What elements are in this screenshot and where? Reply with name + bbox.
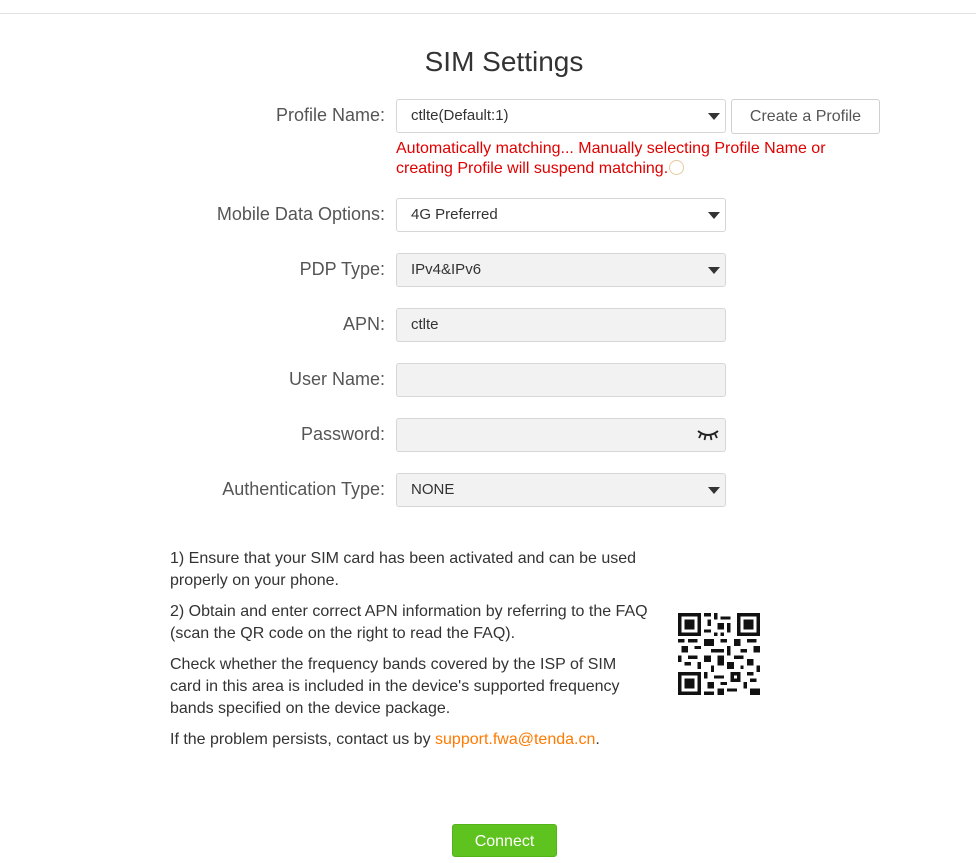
- profile-name-value: ctlte(Default:1): [411, 107, 509, 124]
- user-name-label: User Name:: [288, 369, 385, 389]
- auth-type-select[interactable]: [396, 473, 726, 507]
- pdp-type-label: PDP Type:: [299, 259, 385, 279]
- create-profile-button[interactable]: Create a Profile: [731, 99, 880, 134]
- password-input[interactable]: [396, 418, 726, 452]
- info-line-4-suffix: .: [595, 731, 600, 748]
- chevron-down-icon: [708, 212, 720, 219]
- connect-button[interactable]: Connect: [452, 824, 557, 857]
- chevron-down-icon: [708, 267, 720, 274]
- matching-warning-text: Automatically matching... Manually selecting Profile Name or creating Profile will suspend matching.: [396, 140, 826, 177]
- apn-label: APN:: [342, 314, 385, 334]
- auth-type-label: Authentication Type:: [222, 479, 385, 499]
- user-name-input[interactable]: [396, 363, 726, 397]
- mobile-data-select[interactable]: [396, 198, 726, 232]
- chevron-down-icon: [708, 113, 720, 120]
- page-title: SIM Settings: [424, 46, 584, 77]
- info-line-4-prefix: If the problem persists, contact us by: [170, 731, 436, 748]
- closed-eye-icon[interactable]: [696, 428, 720, 442]
- pdp-type-value: IPv4&IPv6: [411, 261, 482, 278]
- apn-value: ctlte: [411, 316, 439, 333]
- apn-input[interactable]: [396, 308, 726, 342]
- profile-name-label: Profile Name:: [275, 105, 385, 125]
- profile-name-select[interactable]: [396, 99, 726, 133]
- mobile-data-label: Mobile Data Options:: [216, 204, 385, 224]
- info-line-2: 2) Obtain and enter correct APN information by referring to the FAQ (scan the QR code on the right to read the FAQ).: [170, 603, 648, 642]
- top-divider: [0, 13, 976, 14]
- mobile-data-value: 4G Preferred: [411, 206, 498, 223]
- info-line-3: Check whether the frequency bands covered by the ISP of SIM card in this area is included in the device's supported frequency bands specified on the device package.: [170, 656, 620, 717]
- auth-type-value: NONE: [411, 481, 455, 498]
- matching-warning: [396, 139, 876, 179]
- support-email-link[interactable]: support.fwa@tenda.cn: [435, 731, 596, 748]
- chevron-down-icon: [708, 487, 720, 494]
- info-line-1: 1) Ensure that your SIM card has been activated and can be used properly on your phone.: [170, 550, 637, 589]
- password-label: Password:: [300, 424, 385, 444]
- pdp-type-select[interactable]: [396, 253, 726, 287]
- loading-spinner-icon: [669, 160, 684, 175]
- info-line-4: [170, 729, 650, 751]
- qr-code-icon: [678, 613, 760, 695]
